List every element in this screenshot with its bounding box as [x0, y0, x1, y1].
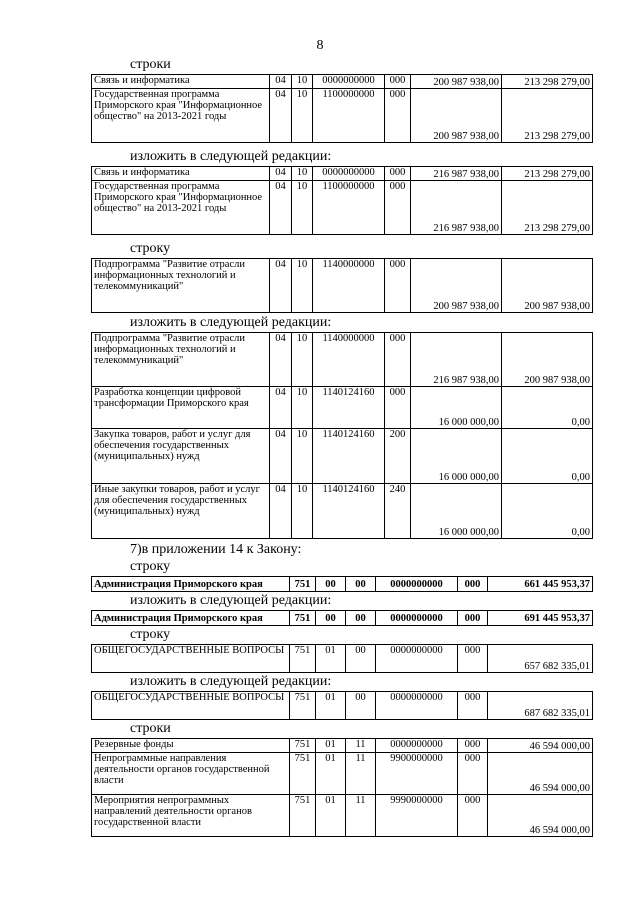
table-new-administration — [91, 610, 593, 626]
label-stroku: строку — [130, 627, 171, 642]
label-stroku: строку — [130, 241, 171, 256]
table-old-general-questions — [91, 644, 593, 673]
table-new-general-questions — [91, 691, 593, 720]
table-old-administration — [91, 576, 593, 592]
label-new-edition: изложить в следующей редакции: — [130, 149, 332, 164]
label-appendix-14: 7)в приложении 14 к Закону: — [130, 542, 302, 557]
label-stroki: строки — [130, 721, 171, 736]
table-row: Администрация Приморского края 751 00 00 0000000000 000 661 445 953,37 — [92, 577, 593, 592]
label-stroku: строку — [130, 559, 171, 574]
table-reserve-funds — [91, 738, 593, 837]
table-row: ОБЩЕГОСУДАРСТВЕННЫЕ ВОПРОСЫ 751 01 00 0000000000 000 687 682 335,01 — [92, 692, 593, 720]
table-row: Связь и информатика 04 10 0000000000 000 200 987 938,00 213 298 279,00 — [92, 75, 593, 89]
table-row: Администрация Приморского края 751 00 00 0000000000 000 691 445 953,37 — [92, 611, 593, 626]
table-row: Связь и информатика 04 10 0000000000 000 216 987 938,00 213 298 279,00 — [92, 167, 593, 181]
table-row: Резервные фонды 751 01 11 0000000000 000 46 594 000,00 — [92, 739, 593, 753]
table-row: ОБЩЕГОСУДАРСТВЕННЫЕ ВОПРОСЫ 751 01 00 0000000000 000 657 682 335,01 — [92, 645, 593, 673]
table-row: Иные закупки товаров, работ и услуг для обеспечения государственных (муниципальных) нужд 04 10 1140124160 240 16 000 000,00 0,00 — [92, 484, 593, 539]
table-row: Разработка концепции цифровой трансформации Приморского края 04 10 1140124160 000 16 000 000,00 0,00 — [92, 387, 593, 429]
table-row: Государственная программа Приморского края "Информационное общество" на 2013-2021 годы 04 10 1100000000 000 200 987 938,00 213 298 279,00 — [92, 89, 593, 143]
page-number: 8 — [316, 38, 324, 53]
label-new-edition: изложить в следующей редакции: — [130, 674, 332, 689]
table-new-svyaz — [91, 166, 593, 235]
table-row: Мероприятия непрограммных направлений деятельности органов государственной власти 751 01 11 9990000000 000 46 594 000,00 — [92, 795, 593, 837]
table-row: Непрограммные направления деятельности органов государственной власти 751 01 11 9900000000 000 46 594 000,00 — [92, 753, 593, 795]
table-old-subprogram — [91, 258, 593, 313]
table-row: Государственная программа Приморского края "Информационное общество" на 2013-2021 годы 04 10 1100000000 000 216 987 938,00 213 298 279,00 — [92, 181, 593, 235]
label-new-edition: изложить в следующей редакции: — [130, 593, 332, 608]
table-new-subprogram — [91, 332, 593, 539]
label-stroki: строки — [130, 57, 171, 72]
label-new-edition: изложить в следующей редакции: — [130, 315, 332, 330]
table-row: Закупка товаров, работ и услуг для обеспечения государственных (муниципальных) нужд 04 10 1140124160 200 16 000 000,00 0,00 — [92, 429, 593, 484]
table-old-svyaz — [91, 74, 593, 143]
table-row: Подпрограмма "Развитие отрасли информационных технологий и телекоммуникаций" 04 10 1140000000 000 200 987 938,00 200 987 938,00 — [92, 259, 593, 313]
table-row: Подпрограмма "Развитие отрасли информационных технологий и телекоммуникаций" 04 10 1140000000 000 216 987 938,00 200 987 938,00 — [92, 333, 593, 387]
